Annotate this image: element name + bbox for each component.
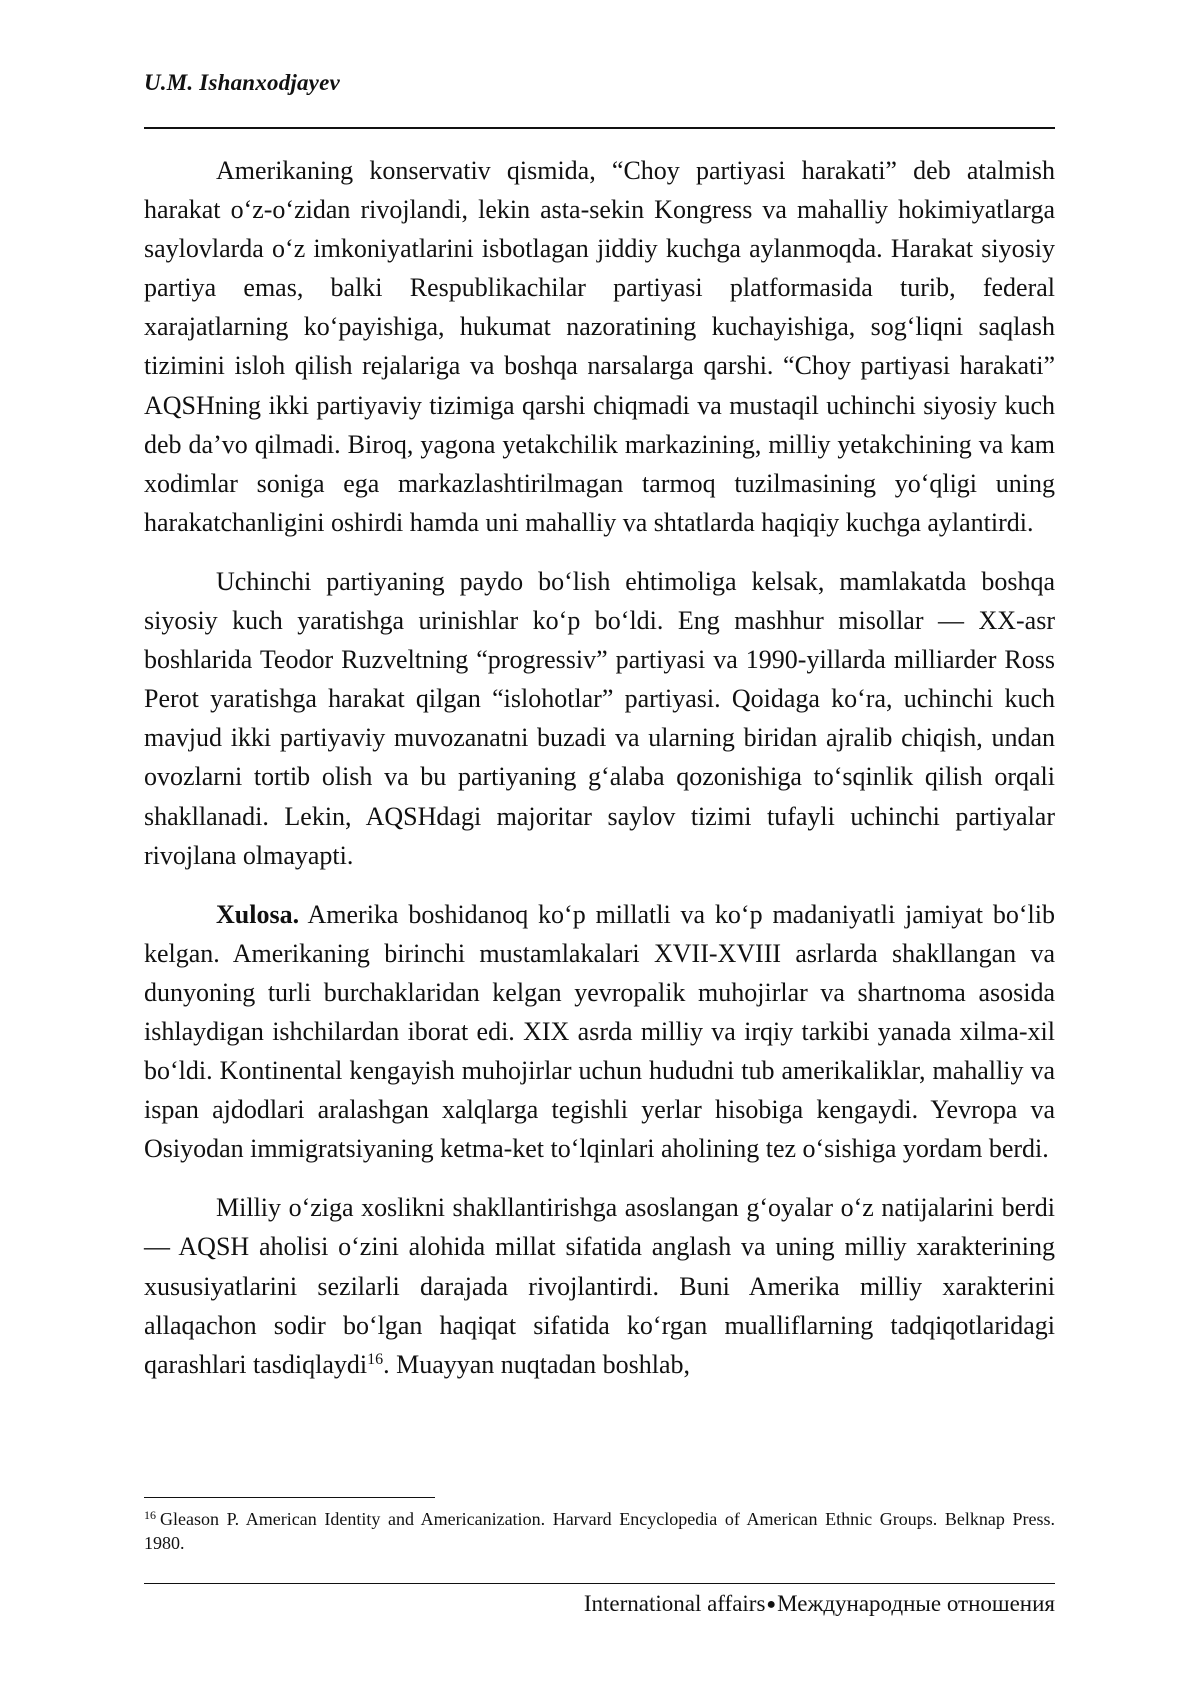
footer-rule bbox=[144, 1583, 1055, 1584]
conclusion-text: Amerika boshidanoq ko‘p millatli va ko‘p madaniyatli jamiyat bo‘lib kelgan. Amerikaning birinchi mustamlakalari XVII-XVIII asrlarda shakllangan va dunyoning turli burchaklaridan kelgan yevropalik muhojirlar va shartnoma asosida ishlaydigan ishchilardan iborat edi. XIX asrda milliy va irqiy tarkibi yanada xilma-xil bo‘ldi. Kontinental kengayish muhojirlar uchun hududni tub amerikaliklar, mahalliy va ispan ajdodlari aralashgan xalqlarga tegishli yerlar hisobiga kengaydi. Yevropa va Osiyodan immigratsiyaning ketma-ket to‘lqinlari aholining tez o‘sishiga yordam berdi. bbox=[144, 899, 1055, 1164]
paragraph-third-party: Uchinchi partiyaning paydo bo‘lish ehtimoliga kelsak, mamlakatda boshqa siyosiy kuch yaratishga urinishlar ko‘p bo‘ldi. Eng mashhur misollar — XX-asr boshlarida Teodor Ruzveltning “progressiv” partiyasi va 1990-yillarda milliarder Ross Perot yaratishga harakat qilgan “islohotlar” partiyasi. Qoidaga ko‘ra, uchinchi kuch mavjud ikki partiyaviy muvozanatni buzadi va ularning biridan ajralib chiqish, undan ovozlarni tortib olish va bu partiyaning g‘alaba qozonishiga to‘sqinlik qilish orqali shakllanadi. Lekin, AQSHdagi majoritar saylov tizimi tufayli uchinchi partiyalar rivojlana olmayapti. bbox=[144, 566, 1055, 870]
footnote-number: 16 bbox=[144, 1508, 156, 1522]
journal-footer bbox=[584, 1591, 1055, 1617]
footnote-text: Gleason P. American Identity and Americanization. Harvard Encyclopedia of American Ethnic Groups. Belknap Press. 1980. bbox=[144, 1509, 1055, 1553]
header-rule bbox=[144, 127, 1055, 129]
identity-text-end: . Muayyan nuqtadan boshlab, bbox=[383, 1349, 690, 1379]
footnote bbox=[144, 1507, 1055, 1555]
conclusion-heading: Xulosa. bbox=[216, 899, 300, 929]
article-body bbox=[144, 151, 1055, 1384]
identity-text-start: Milliy o‘ziga xoslikni shakllantirishga asoslangan g‘oyalar o‘z natijalarini berdi — AQSH aholisi o‘zini alohida millat sifatida anglash va uning milliy xarakterining xususiyatlarini sezilarli darajada rivojlantirdi. Buni Amerika milliy xarakterini allaqachon sodir bo‘lgan haqiqat sifatida ko‘rgan mualliflarning tadqiqotlaridagi qarashlari tasdiqlaydi bbox=[144, 1193, 1055, 1379]
footnote-rule bbox=[144, 1497, 435, 1498]
bullet-icon: ● bbox=[766, 1596, 777, 1613]
footnote-reference[interactable]: 16 bbox=[367, 1350, 384, 1368]
paragraph-national-identity bbox=[144, 1188, 1055, 1383]
journal-title-en: International affairs bbox=[583, 1591, 766, 1616]
paragraph-conclusion bbox=[144, 895, 1055, 1169]
running-head-author: U.M. Ishanxodjayev bbox=[144, 70, 340, 95]
journal-title-ru: Международные отношения bbox=[777, 1591, 1055, 1616]
paragraph-tea-party: Amerikaning konservativ qismida, “Choy partiyasi harakati” deb atalmish harakat o‘z-o‘zidan rivojlandi, lekin asta-sekin Kongress va mahalliy hokimiyatlarga saylovlarda o‘z imkoniyatlarini isbotlagan jiddiy kuchga aylanmoqda. Harakat siyosiy partiya emas, balki Respublikachilar partiyasi platformasida turib, federal xarajatlarning ko‘payishiga, hukumat nazoratining kuchayishiga, sog‘liqni saqlash tizimini isloh qilish rejalariga va boshqa narsalarga qarshi. “Choy partiyasi harakati” AQSHning ikki partiyaviy tizimiga qarshi chiqmadi va mustaqil uchinchi siyosiy kuch deb da’vo qilmadi. Biroq, yagona yetakchilik markazining, milliy yetakchining va kam xodimlar soniga ega markazlashtirilmagan tarmoq tuzilmasining yo‘qligi uning harakatchanligini oshirdi hamda uni mahalliy va shtatlarda haqiqiy kuchga aylantirdi. bbox=[144, 156, 1055, 537]
